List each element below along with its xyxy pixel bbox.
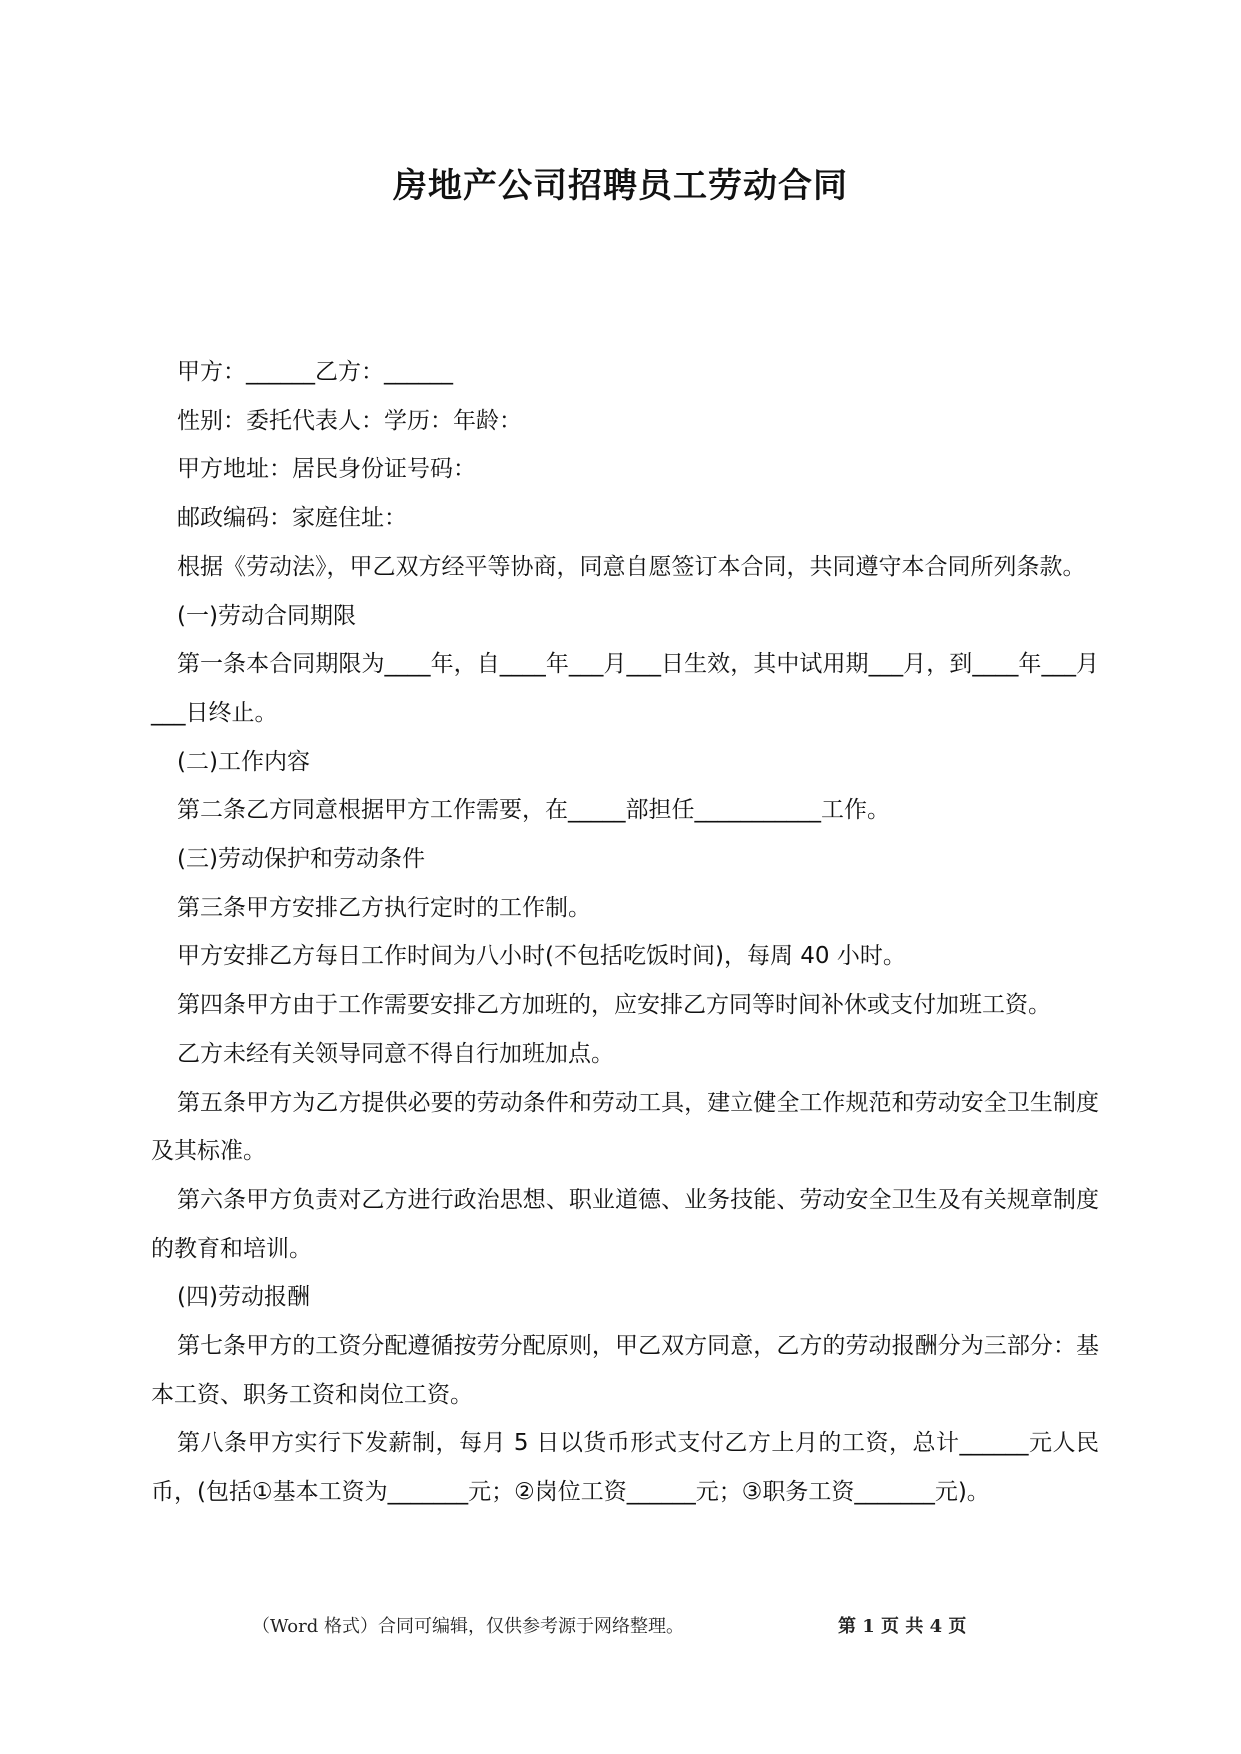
article-3: 第三条甲方安排乙方执行定时的工作制。: [177, 894, 591, 921]
article-6: 第六条甲方负责对乙方进行政治思想、职业道德、业务技能、劳动安全卫生及有关规章制度的教育和培训。: [151, 1186, 1099, 1262]
paragraph-address-id: 甲方地址：居民身份证号码：: [177, 456, 476, 483]
article-1: 第一条本合同期限为____年，自____年___月___日生效，其中试用期___月，到____年___月___日终止。: [151, 651, 1099, 726]
document-body: [151, 348, 1099, 1517]
paragraph-personal-info: 性别：委托代表人：学历：年龄：: [177, 407, 522, 434]
paragraph-parties: 甲方：______乙方：______: [177, 359, 453, 385]
article-4-detail: 乙方未经有关领导同意不得自行加班加点。: [177, 1040, 614, 1067]
article-5: 第五条甲方为乙方提供必要的劳动条件和劳动工具，建立健全工作规范和劳动安全卫生制度及其标准。: [151, 1089, 1099, 1165]
article-3-detail: 甲方安排乙方每日工作时间为八小时(不包括吃饭时间)，每周 40 小时。: [177, 943, 906, 970]
section-heading-2: (二)工作内容: [177, 748, 310, 775]
page-number: 第 1 页 共 4 页: [838, 1616, 967, 1637]
paragraph-preamble: 根据《劳动法》，甲乙双方经平等协商，同意自愿签订本合同，共同遵守本合同所列条款。: [177, 553, 1086, 580]
article-7: 第七条甲方的工资分配遵循按劳分配原则，甲乙双方同意，乙方的劳动报酬分为三部分：基本工资、职务工资和岗位工资。: [151, 1333, 1099, 1408]
document-title: 房地产公司招聘员工劳动合同: [393, 166, 848, 206]
article-4: 第四条甲方由于工作需要安排乙方加班的，应安排乙方同等时间补休或支付加班工资。: [177, 992, 1051, 1019]
footer-note: （Word 格式）合同可编辑，仅供参考源于网络整理。: [252, 1616, 684, 1637]
section-heading-4: (四)劳动报酬: [177, 1284, 310, 1311]
section-heading-3: (三)劳动保护和劳动条件: [177, 846, 425, 873]
article-2: 第二条乙方同意根据甲方工作需要，在_____部担任___________工作。: [177, 797, 890, 824]
paragraph-postcode-home: 邮政编码：家庭住址：: [177, 505, 407, 532]
article-8: 第八条甲方实行下发薪制，每月 5 日以货币形式支付乙方上月的工资，总计______元人民币，(包括①基本工资为_______元；②岗位工资______元；③职务工资_______元)。: [151, 1430, 1099, 1506]
section-heading-1: (一)劳动合同期限: [177, 602, 356, 629]
